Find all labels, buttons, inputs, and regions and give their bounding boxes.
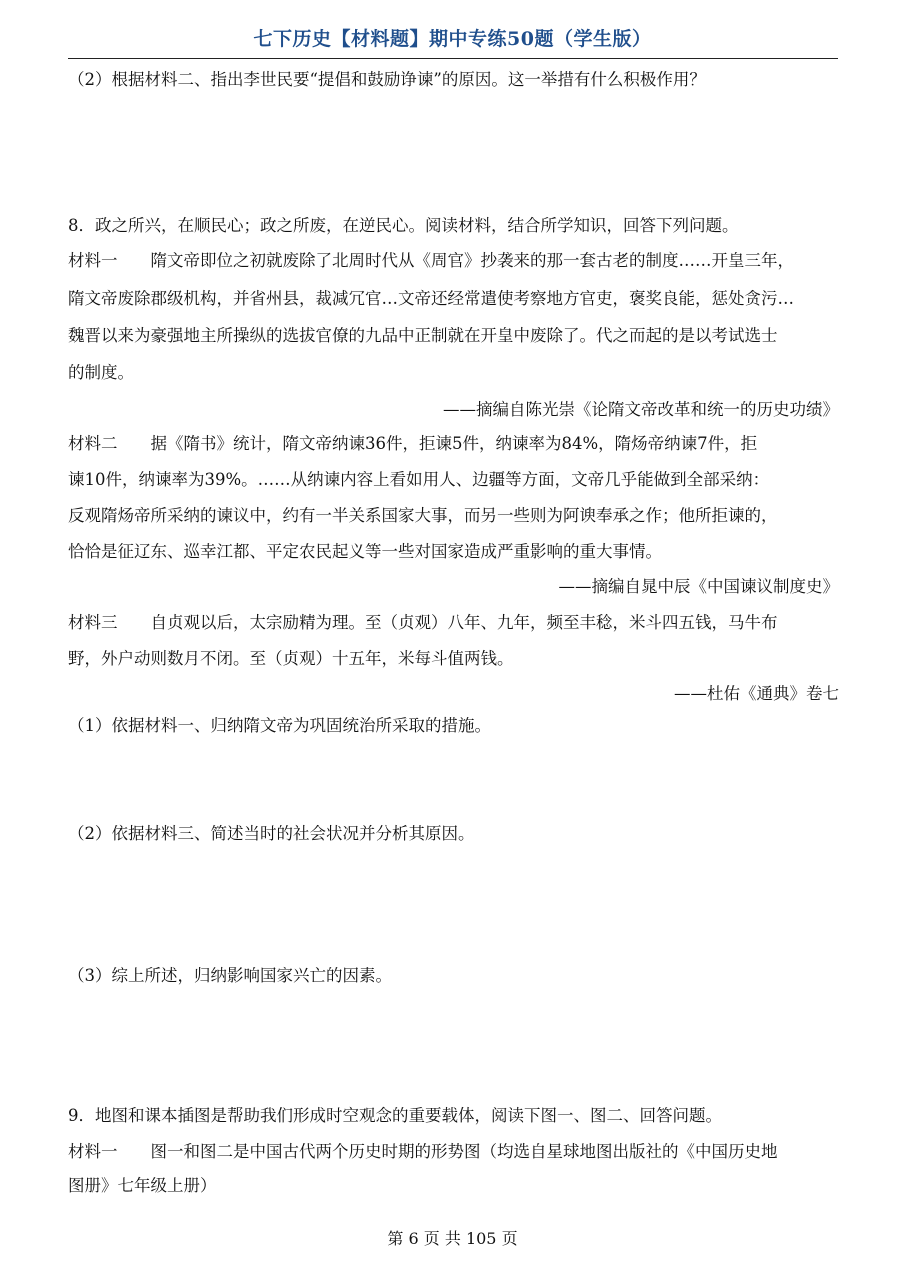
material-source: ——杜佑《通典》卷七 (674, 684, 839, 703)
material-line: 材料二 据《隋书》统计，隋文帝纳谏36件，拒谏5件，纳谏率为84%，隋炀帝纳谏7件，拒 (68, 434, 758, 453)
material-line: 谏10件，纳谏率为39%。……从纳谏内容上看如用人、边疆等方面，文帝几乎能做到全部采纳： (68, 470, 770, 489)
question-8-sub-1: （1）依据材料一、归纳隋文帝为巩固统治所采取的措施。 (68, 716, 491, 735)
material-line: 的制度。 (68, 363, 134, 382)
question-8-sub-3: （3）综上所述，归纳影响国家兴亡的因素。 (68, 966, 392, 985)
material-source: ——摘编自晁中辰《中国谏议制度史》 (558, 577, 839, 596)
header-divider (68, 58, 838, 59)
page-number-footer: 第 6 页 共 105 页 (387, 1229, 518, 1248)
material-line: 材料三 自贞观以后，太宗励精为理。至（贞观）八年、九年，频至丰稔，米斗四五钱，马牛布 (68, 613, 778, 632)
page-header-title: 七下历史【材料题】期中专练50题（学生版） (253, 28, 652, 50)
question-7-sub-2: （2）根据材料二、指出李世民要“提倡和鼓励诤谏”的原因。这一举措有什么积极作用？ (68, 70, 706, 89)
material-source: ——摘编自陈光崇《论隋文帝改革和统一的历史功绩》 (443, 400, 839, 419)
question-8-sub-2: （2）依据材料三、简述当时的社会状况并分析其原因。 (68, 824, 475, 843)
material-line: 图册》七年级上册） (68, 1176, 217, 1195)
material-line: 魏晋以来为豪强地主所操纵的选拔官僚的九品中正制就在开皇中废除了。代之而起的是以考试选士 (68, 326, 778, 345)
material-line: 野，外户动则数月不闭。至（贞观）十五年，米每斗值两钱。 (68, 649, 514, 668)
material-line: 恰恰是征辽东、巡幸江都、平定农民起义等一些对国家造成严重影响的重大事情。 (68, 542, 662, 561)
material-line: 材料一 隋文帝即位之初就废除了北周时代从《周官》抄袭来的那一套古老的制度……开皇三年， (68, 251, 794, 270)
question-8-stem: 8．政之所兴，在顺民心；政之所废，在逆民心。阅读材料，结合所学知识，回答下列问题。 (68, 216, 739, 235)
material-line: 反观隋炀帝所采纳的谏议中，约有一半关系国家大事，而另一些则为阿谀奉承之作；他所拒谏的， (68, 506, 778, 525)
question-9-stem: 9．地图和课本插图是帮助我们形成时空观念的重要载体，阅读下图一、图二、回答问题。 (68, 1106, 722, 1125)
material-line: 材料一 图一和图二是中国古代两个历史时期的形势图（均选自星球地图出版社的《中国历史地 (68, 1142, 778, 1161)
material-line: 隋文帝废除郡级机构，并省州县，裁减冗官…文帝还经常遣使考察地方官吏，褒奖良能，惩处贪污… (68, 289, 794, 308)
